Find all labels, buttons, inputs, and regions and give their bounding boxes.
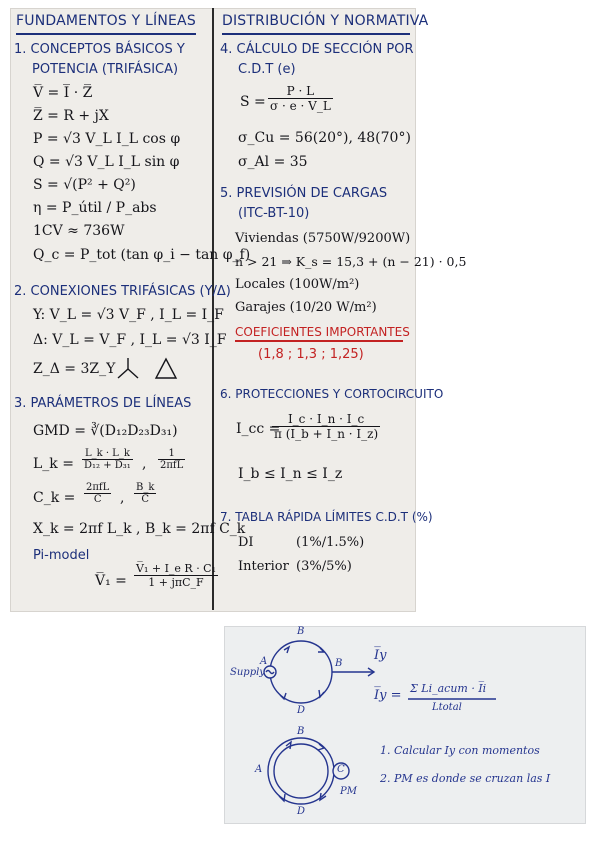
iy-formula-lhs: I̅y =	[374, 688, 402, 703]
ring2-pm-label: PM	[340, 786, 357, 797]
formula-sigma-al: σ_Al = 35	[238, 154, 308, 170]
section-6-title: 6. PROTECCIONES Y CORTOCIRCUITO	[220, 387, 444, 401]
iy-formula-denominator: Ltotal	[432, 702, 462, 713]
ring2-node-bottom: D	[297, 806, 306, 817]
ring1-node-a: A	[260, 656, 268, 667]
ring2-node-top: B	[297, 726, 305, 737]
coefficients-values: (1,8 ; 1,3 ; 1,25)	[258, 347, 364, 362]
section-5-title-line1: 5. PREVISIÓN DE CARGAS	[220, 186, 388, 201]
ring1-node-top: B	[297, 626, 305, 637]
formula-lk-lhs: L_k =	[33, 456, 74, 472]
formula-garajes: Garajes (10/20 W/m²)	[235, 300, 377, 315]
ring-network-diagrams	[224, 626, 584, 822]
section-5-title-line2: (ITC-BT-10)	[238, 206, 310, 221]
fraction-ck: 2πfL C	[86, 482, 110, 505]
section-7-title: 7. TABLA RÁPIDA LÍMITES C.D.T (%)	[220, 510, 433, 524]
formula-star: Y: V_L = √3 V_F , I_L = I_F	[33, 307, 224, 323]
left-column-title: FUNDAMENTOS Y LÍNEAS	[16, 13, 196, 29]
formula-ks: n > 21 ⇒ K_s = 15,3 + (n − 21) · 0,5	[235, 254, 467, 269]
formula-locales: Locales (100W/m²)	[235, 277, 360, 292]
section-1-title-line1: 1. CONCEPTOS BÁSICOS Y	[14, 42, 185, 57]
star-delta-symbol-icon	[112, 354, 182, 384]
ring1-supply-label: Supply	[230, 667, 265, 678]
coefficients-title: COEFICIENTES IMPORTANTES	[235, 325, 410, 339]
fraction-lk-alt: 1 2πfL	[160, 448, 184, 471]
formula-efficiency: η = P_útil / P_abs	[33, 200, 157, 216]
formula-cv: 1CV ≈ 736W	[33, 223, 125, 239]
ring2-node-a: A	[255, 764, 263, 775]
table-row-di-value: (1%/1.5%)	[296, 535, 365, 550]
table-row-interior-label: Interior	[238, 559, 289, 574]
right-column-title: DISTRIBUCIÓN Y NORMATIVA	[222, 13, 429, 29]
pi-model-label: Pi-model	[33, 548, 90, 563]
table-row-di-label: DI	[238, 535, 254, 550]
formula-delta: Δ: V_L = V_F , I_L = √3 I_F	[33, 332, 227, 348]
formula-icc-lhs: I_cc =	[236, 421, 281, 437]
section-4-title-line1: 4. CÁLCULO DE SECCIÓN POR	[220, 42, 414, 57]
formula-reactive-power: Q = √3 V_L I_L sin φ	[33, 154, 180, 170]
section-2-title: 2. CONEXIONES TRIFÁSICAS (Y/Δ)	[14, 284, 231, 299]
ring1-node-right: B	[335, 658, 343, 669]
left-title-underline	[16, 33, 196, 35]
formula-impedance: Z̅ = R + jX	[33, 108, 109, 124]
formula-xk-bk: X_k = 2πf L_k , B_k = 2πf C_k	[33, 521, 246, 537]
formula-sigma-cu: σ_Cu = 56(20°), 48(70°)	[238, 130, 411, 146]
fraction-lk: $\frac{L\_k \cdot L\_k}{\text{D₁₂ + D₃₁}}$	[84, 448, 131, 471]
formula-v1-lhs: V̅₁ =	[95, 573, 127, 589]
formula-section-lhs: S =	[240, 94, 266, 110]
formula-gmd: GMD = ∛(D₁₂D₂₃D₃₁)	[33, 423, 178, 439]
coefficients-underline	[235, 340, 403, 342]
formula-ck-lhs: C_k =	[33, 490, 76, 506]
step-2-note: 2. PM es donde se cruzan las I	[380, 772, 551, 785]
fraction-section: $\frac{P \cdot L}{\sigma \cdot e \cdot V\_L}$	[270, 84, 331, 113]
iy-arrow-label: I̅y	[374, 648, 387, 663]
section-1-title-line2: POTENCIA (TRIFÁSICA)	[32, 62, 179, 77]
formula-capacitor: Q_c = P_tot (tan φ_i − tan φ_f)	[33, 247, 251, 263]
section-4-title-line2: C.D.T (e)	[238, 62, 296, 77]
formula-active-power: P = √3 V_L I_L cos φ	[33, 131, 181, 147]
formula-ohm: V̅ = I̅ · Z̅	[33, 85, 93, 101]
iy-formula-numerator: Σ Li_acum · I̅i	[410, 682, 487, 695]
fraction-icc: $\frac{I\_c \cdot I\_n \cdot I\_c}{\pi (I\_b + I\_n \cdot I\_z)}$	[274, 412, 379, 441]
formula-protection: I_b ≤ I_n ≤ I_z	[238, 466, 343, 482]
step-1-note: 1. Calcular Iy con momentos	[380, 744, 540, 757]
formula-apparent-power: S = √(P² + Q²)	[33, 177, 136, 193]
section-3-title: 3. PARÁMETROS DE LÍNEAS	[14, 396, 192, 411]
right-title-underline	[222, 33, 410, 35]
formula-zdelta: Z_Δ = 3Z_Y	[33, 361, 116, 377]
fraction-ck-alt: $\frac{B\_k}{C}$	[136, 482, 155, 505]
ring2-node-c: C	[337, 764, 345, 775]
ring1-node-bottom: D	[297, 705, 306, 716]
fraction-pi-model: V̅₁ + I_e R · C₁ 1 + jπC̅_F	[136, 562, 217, 589]
formula-viviendas: Viviendas (5750W/9200W)	[235, 231, 411, 246]
table-row-interior-value: (3%/5%)	[296, 559, 352, 574]
